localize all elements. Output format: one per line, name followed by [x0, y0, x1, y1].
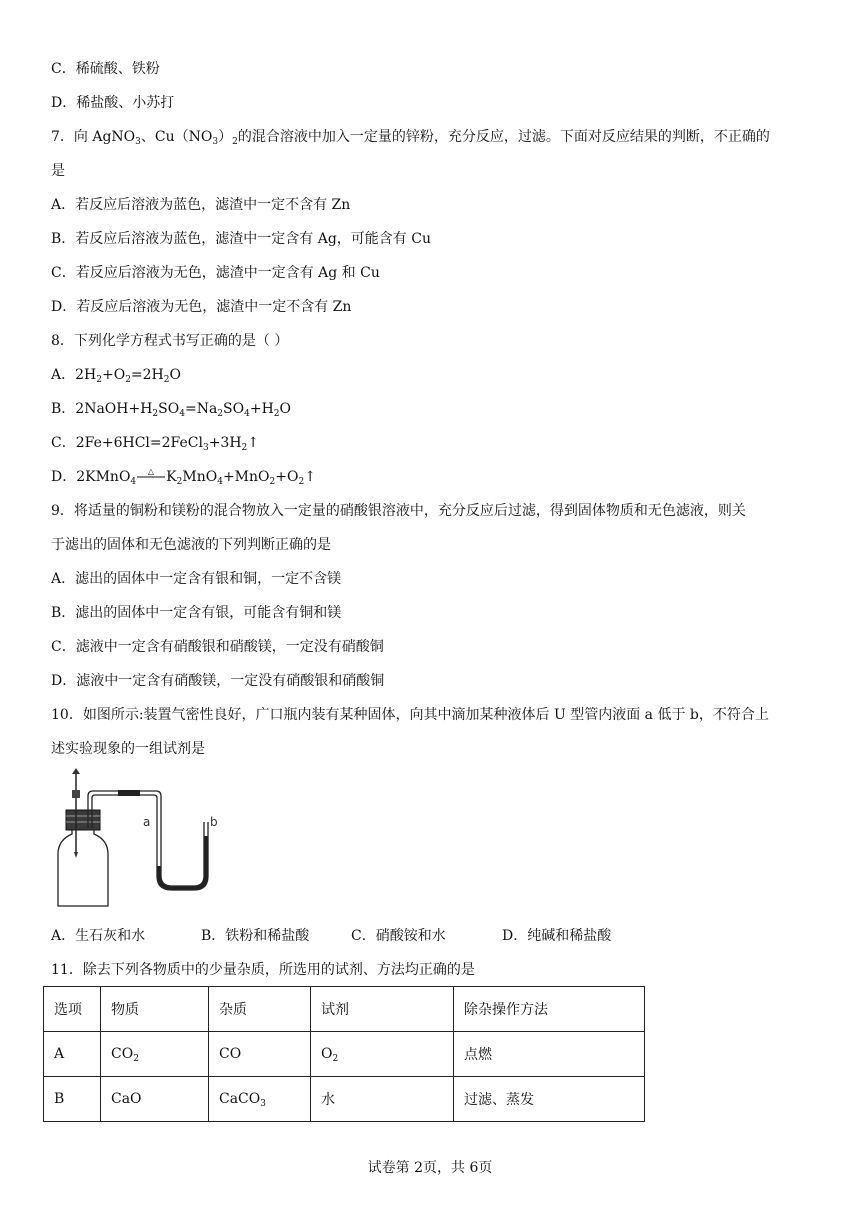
- q8-stem: 8．下列化学方程式书写正确的是（ ）: [51, 333, 289, 349]
- q8-option-d: D．2KMnO$_4$ △ $K_2MnO_4+MnO_2+O_2↑$: [51, 467, 316, 487]
- q10-stem-cont: 述实验现象的一组试剂是: [51, 741, 205, 757]
- q9-option-a: A．滤出的固体中一定含有银和铜，一定不含镁: [51, 571, 342, 587]
- bottle: [58, 822, 108, 906]
- u-tube: [157, 822, 208, 890]
- q7-option-c: C．若反应后溶液为无色，滤渣中一定含有 Ag 和 Cu: [51, 265, 380, 281]
- q7-option-d: D．若反应后溶液为无色，滤渣中一定不含有 Zn: [51, 299, 352, 315]
- header-cell: 杂质: [209, 987, 311, 1032]
- table-cell: CaO: [101, 1077, 209, 1122]
- q10-option-a: A．生石灰和水: [51, 928, 146, 944]
- apparatus-diagram: [48, 766, 228, 914]
- table-cell: $CO_2$: [101, 1032, 209, 1077]
- q6-option-c: C．稀硫酸、铁粉: [51, 61, 160, 77]
- q11-table: [43, 986, 645, 1122]
- label-a: a: [143, 815, 151, 829]
- q8-option-a: A．$2H_2+O_2=2H_2O$: [51, 367, 181, 385]
- q9-option-d: D．滤液中一定含有硝酸镁，一定没有硝酸银和硝酸铜: [51, 673, 385, 689]
- q10-option-d: D．纯碱和稀盐酸: [502, 928, 612, 944]
- heating-condition-arrow: [136, 467, 166, 483]
- header-cell: 选项: [44, 987, 101, 1032]
- table-cell: B: [44, 1077, 101, 1122]
- q7-stem-cont: 是: [51, 163, 65, 179]
- q9-stem: 9．将适量的铜粉和镁粉的混合物放入一定量的硝酸银溶液中，充分反应后过滤，得到固体物质和无色滤液，则关: [51, 503, 746, 519]
- q7-option-a: A．若反应后溶液为蓝色，滤渣中一定不含有 Zn: [51, 197, 351, 213]
- rubber-stopper: [66, 810, 100, 830]
- header-cell: 物质: [101, 987, 209, 1032]
- table-cell: CaCO$_3$: [209, 1077, 311, 1122]
- q10-stem: 10．如图所示:装置气密性良好，广口瓶内装有某种固体，向其中滴加某种液体后 U 型管内液面 a 低于 b，不符合上: [51, 707, 769, 723]
- tube-connector: [118, 790, 140, 796]
- label-b: b: [210, 815, 218, 829]
- q9-option-c: C．滤液中一定含有硝酸银和硝酸镁，一定没有硝酸铜: [51, 639, 384, 655]
- table-row: [44, 1032, 645, 1077]
- page-footer: 试卷第 2页，共 6页: [367, 1160, 493, 1176]
- q9-stem-cont: 于滤出的固体和无色滤液的下列判断正确的是: [51, 537, 331, 553]
- table-cell: CO: [209, 1032, 311, 1077]
- table-cell: A: [44, 1032, 101, 1077]
- q7-stem: 7．向 AgNO$_3$、$Cu(NO_3)_2$的混合溶液中加入一定量的锌粉，充分反应，过滤。下面对反应结果的判断，不正确的: [51, 129, 770, 147]
- table-cell: 过滤、蒸发: [454, 1077, 645, 1122]
- q10-option-b: B．铁粉和稀盐酸: [201, 928, 310, 944]
- table-header-row: [44, 987, 645, 1032]
- q6-option-d: D．稀盐酸、小苏打: [51, 95, 175, 111]
- delta-symbol: △: [148, 467, 155, 476]
- q9-option-b: B．滤出的固体中一定含有银，可能含有铜和镁: [51, 605, 342, 621]
- q8-option-b: B．$2NaOH+H_2SO_4=Na_2SO_4+H_2O$: [51, 401, 292, 419]
- q10-option-c: C．硝酸铵和水: [351, 928, 446, 944]
- liquid-column: [159, 836, 206, 888]
- header-cell: 除杂操作方法: [454, 987, 645, 1032]
- table-cell: 点燃: [454, 1032, 645, 1077]
- q11-stem: 11．除去下列各物质中的少量杂质，所选用的试剂、方法均正确的是: [51, 962, 475, 978]
- header-cell: 试剂: [311, 987, 454, 1032]
- q7-option-b: B．若反应后溶液为蓝色，滤渣中一定含有 Ag，可能含有 Cu: [51, 231, 431, 247]
- table-cell: $O_2$: [311, 1032, 454, 1077]
- table-row: [44, 1077, 645, 1122]
- q8-option-c: C．$2Fe+6HCl=2FeCl_3+3H_2↑$: [51, 435, 260, 453]
- table-cell: 水: [311, 1077, 454, 1122]
